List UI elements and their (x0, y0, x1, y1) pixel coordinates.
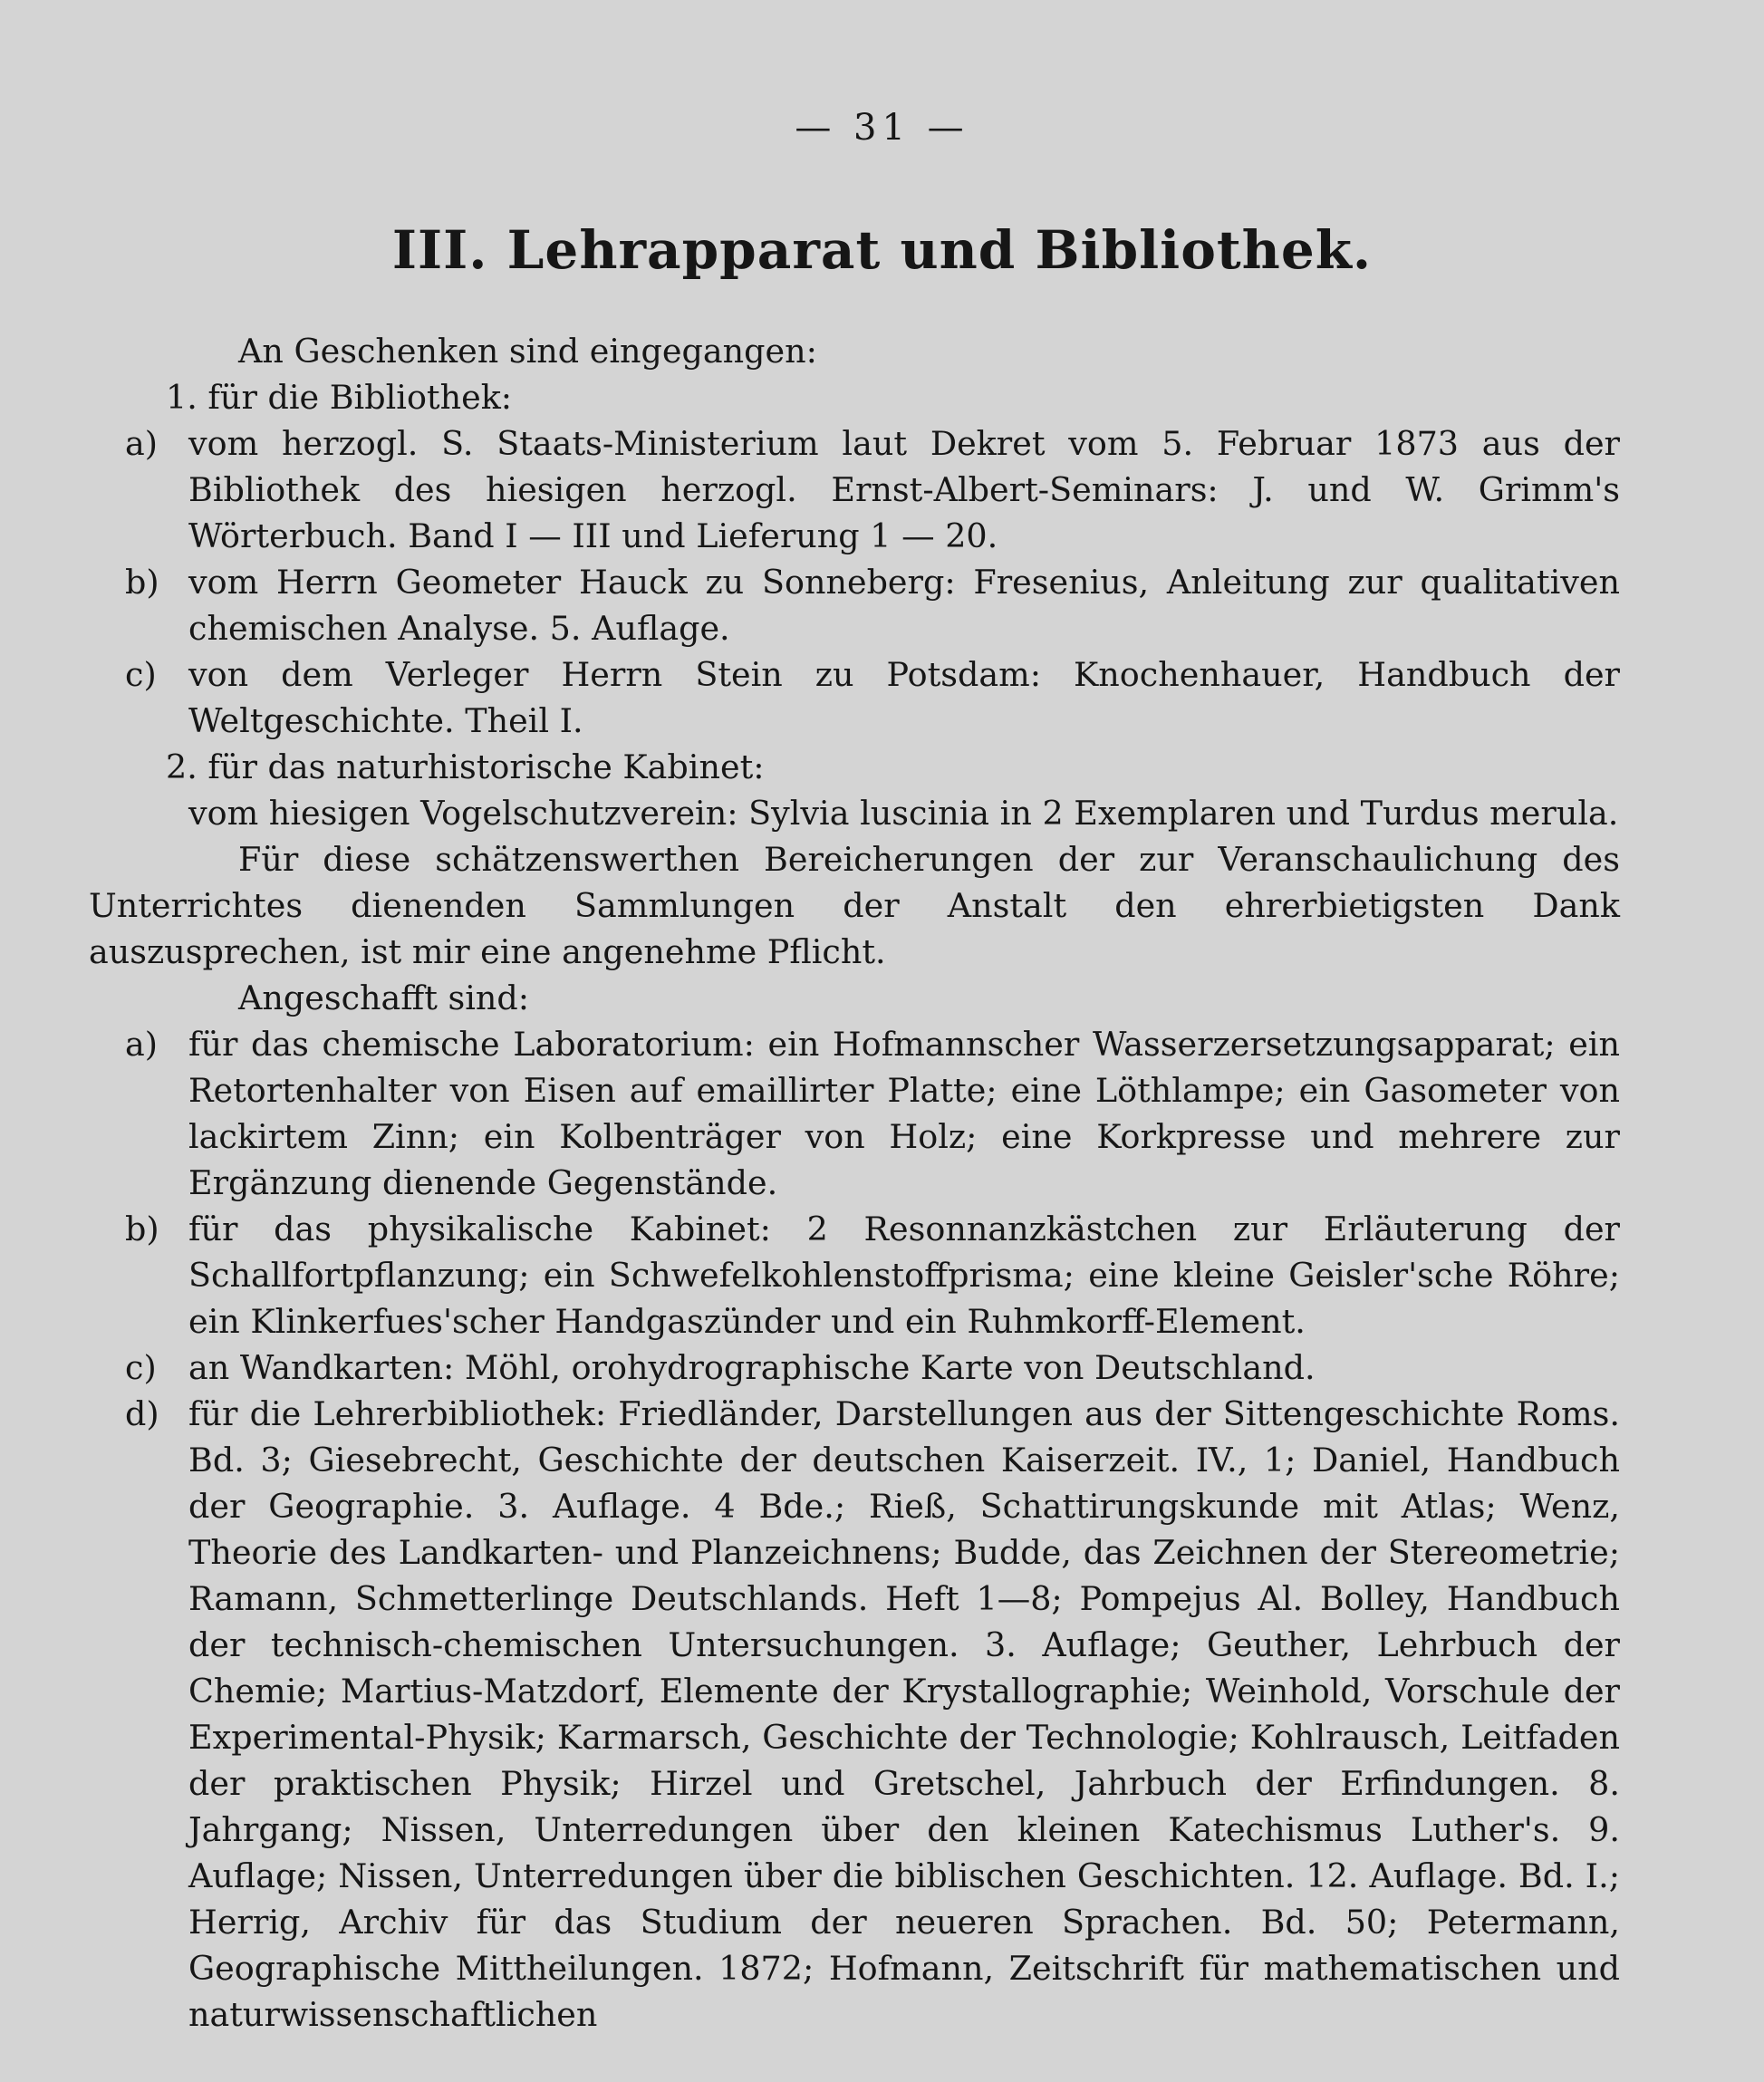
body-text (89, 328, 1620, 2038)
item-label: d) (125, 1394, 159, 1433)
list-item (89, 559, 1620, 651)
item-text: an Wandkarten: Möhl, orohydrographische Karte von Deutschland. (188, 1348, 1316, 1387)
list-item (89, 1391, 1620, 2038)
list-item (89, 1206, 1620, 1345)
item-label: a) (125, 1025, 159, 1064)
item-text: vom herzogl. S. Staats-Ministerium laut Dekret vom 5. Februar 1873 aus der Bibliothek des hiesigen herzogl. Ernst-Albert-Seminars: J. und W. Grimm's Wörterbuch. Band I — III und Lieferung 1 — 20. (188, 424, 1620, 555)
cabinet-heading: 2. für das naturhistorische Kabinet: (166, 747, 765, 786)
item-label: c) (125, 1348, 157, 1387)
list-item (89, 420, 1620, 559)
item-text: für das chemische Laboratorium: ein Hofmannscher Wasserzersetzungsapparat; ein Retortenhalter von Eisen auf emaillirter Platte; eine Löthlampe; ein Gasometer von lackirtem Zinn; ein Kolbenträger von Holz; eine Korkpresse und mehrere zur Ergänzung dienende Gegenstände. (188, 1025, 1620, 1202)
list-item (89, 1345, 1620, 1391)
gifts-intro: An Geschenken sind eingegangen: (238, 332, 817, 371)
item-text: für das physikalische Kabinet: 2 Resonnanzkästchen zur Erläuterung der Schallfortpflanzung; ein Schwefelkohlenstoffprisma; eine kleine Geisler'sche Röhre; ein Klinkerfues'scher Handgaszünder und ein Ruhmkorff-Element. (188, 1210, 1620, 1341)
item-text: vom Herrn Geometer Hauck zu Sonneberg: Fresenius, Anleitung zur qualitativen chemischen Analyse. 5. Auflage. (188, 563, 1620, 648)
item-label: c) (125, 655, 157, 694)
page-number: — 31 — (795, 107, 969, 149)
item-text: für die Lehrerbibliothek: Friedländer, Darstellungen aus der Sittengeschichte Roms. Bd. 3; Giesebrecht, Geschichte der deutschen Kaiserzeit. IV., 1; Daniel, Handbuch der Geographie. 3. Auflage. 4 Bde.; Rieß, Schattirungskunde mit Atlas; Wenz, Theorie des Landkarten- und Planzeichnens; Budde, das Zeichnen der Stereometrie; Ramann, Schmetterlinge Deutschlands. Heft 1—8; Pompejus Al. Bolley, Handbuch der technisch-chemischen Untersuchungen. 3. Auflage; Geuther, Lehrbuch der Chemie; Martius-Matzdorf, Elemente der Krystallographie; Weinhold, Vorschule der Experimental-Physik; Karmarsch, Geschichte der Technologie; Kohlrausch, Leitfaden der praktischen Physik; Hirzel und Gretschel, Jahrbuch der Erfindungen. 8. Jahrgang; Nissen, Unterredungen über den kleinen Katechismus Luther's. 9. Auflage; Nissen, Unterredungen über die biblischen Geschichten. 12. Auflage. Bd. I.; Herrig, Archiv für das Studium der neueren Sprachen. Bd. 50; Petermann, Geographische Mittheilungen. 1872; Hofmann, Zeitschrift für mathematischen und naturwissenschaftlichen (188, 1394, 1620, 2034)
cabinet-text: vom hiesigen Vogelschutzverein: Sylvia luscinia in 2 Exemplaren und Turdus merula. (188, 794, 1619, 833)
section-title: III. Lehrapparat und Bibliothek. (391, 219, 1373, 281)
acquired-intro: Angeschafft sind: (238, 978, 530, 1017)
item-text: von dem Verleger Herrn Stein zu Potsdam: Knochenhauer, Handbuch der Weltgeschichte. Theil I. (188, 655, 1620, 740)
list-item (89, 1021, 1620, 1206)
item-label: b) (125, 563, 159, 602)
item-label: b) (125, 1210, 159, 1248)
item-label: a) (125, 424, 159, 463)
library-heading: 1. für die Bibliothek: (166, 378, 513, 417)
list-item (89, 651, 1620, 744)
thanks-paragraph: Für diese schätzenswerthen Bereicherungen der zur Veranschaulichung des Unterrichtes dienenden Sammlungen der Anstalt den ehrerbietigsten Dank auszusprechen, ist mir eine angenehme Pflicht. (89, 840, 1620, 971)
